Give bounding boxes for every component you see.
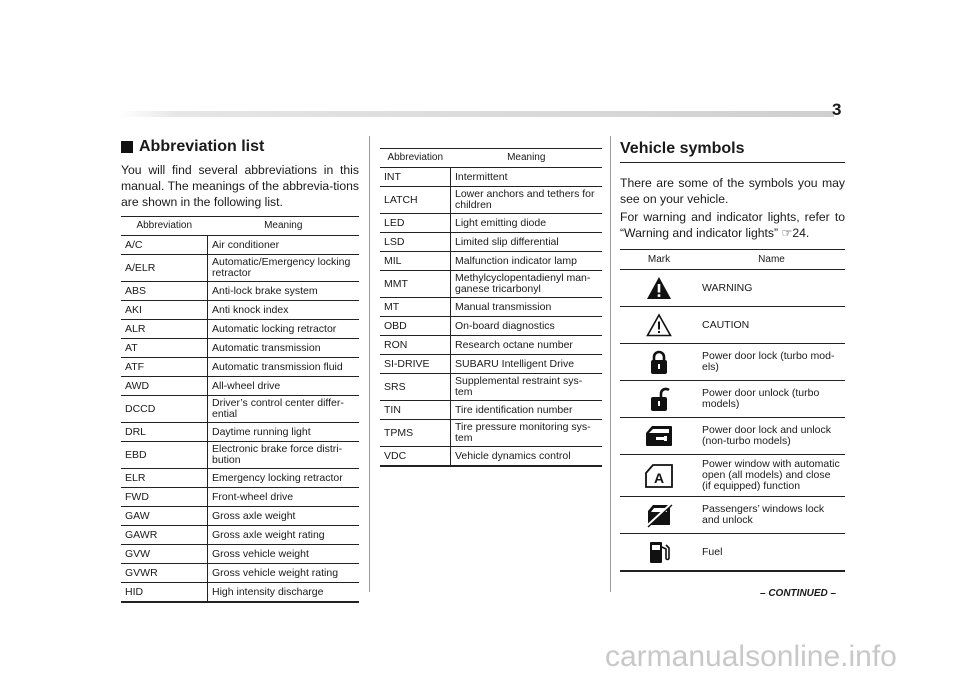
meaning-cell: Methylcyclopentadienyl man-ganese tricarbonyl xyxy=(451,271,603,298)
symbol-name-cell: CAUTION xyxy=(698,307,845,344)
window-lock-icon xyxy=(622,502,696,528)
table-row xyxy=(121,301,359,320)
watermark: carmanualsonline.info xyxy=(605,640,897,673)
col-header-abbreviation: Abbreviation xyxy=(380,149,451,168)
caution-outline-icon xyxy=(622,313,696,337)
abbreviation-cell: EBD xyxy=(121,442,208,469)
symbol-mark-cell xyxy=(620,270,698,307)
table-row xyxy=(121,526,359,545)
symbol-mark-cell xyxy=(620,497,698,534)
abbreviation-cell: FWD xyxy=(121,488,208,507)
symbol-row xyxy=(620,497,845,534)
meaning-cell: Supplemental restraint sys-tem xyxy=(451,374,603,401)
symbol-row xyxy=(620,534,845,572)
meaning-cell: Front-wheel drive xyxy=(208,488,360,507)
svg-text:A: A xyxy=(653,469,665,486)
table-row xyxy=(380,420,602,447)
vehicle-symbols-column xyxy=(620,140,845,572)
meaning-cell: SUBARU Intelligent Drive xyxy=(451,355,603,374)
meaning-cell: Driver’s control center differ-ential xyxy=(208,396,360,423)
meaning-cell: Light emitting diode xyxy=(451,214,603,233)
padlock-locked-icon xyxy=(622,349,696,375)
vehicle-symbols-reference: For warning and indicator lights, refer to “Warning and indicator lights” ☞24. xyxy=(620,210,845,240)
table-row xyxy=(121,255,359,282)
abbreviation-cell: GAWR xyxy=(121,526,208,545)
abbreviation-cell: ATF xyxy=(121,358,208,377)
abbreviation-cell: DCCD xyxy=(121,396,208,423)
abbreviation-table-1 xyxy=(121,216,359,603)
table-row xyxy=(121,583,359,603)
meaning-cell: Gross vehicle weight xyxy=(208,545,360,564)
abbreviation-cell: ABS xyxy=(121,282,208,301)
symbol-mark-cell xyxy=(620,307,698,344)
table-row xyxy=(121,564,359,583)
square-bullet-icon xyxy=(121,141,133,153)
abbreviation-cell: LED xyxy=(380,214,451,233)
symbol-mark-cell xyxy=(620,344,698,381)
abbreviation-cell: DRL xyxy=(121,423,208,442)
abbreviation-cell: INT xyxy=(380,168,451,187)
meaning-cell: Manual transmission xyxy=(451,298,603,317)
column-divider xyxy=(369,136,370,592)
meaning-cell: Gross vehicle weight rating xyxy=(208,564,360,583)
table-row xyxy=(121,507,359,526)
abbreviation-cell: GAW xyxy=(121,507,208,526)
abbreviation-cell: A/ELR xyxy=(121,255,208,282)
col-header-meaning: Meaning xyxy=(451,149,603,168)
meaning-cell: On-board diagnostics xyxy=(451,317,603,336)
symbol-row xyxy=(620,418,845,455)
abbreviation-cell: LSD xyxy=(380,233,451,252)
table-row xyxy=(380,374,602,401)
table-row xyxy=(121,396,359,423)
fuel-pump-icon xyxy=(622,539,696,565)
table-row xyxy=(380,233,602,252)
table-row xyxy=(121,377,359,396)
padlock-unlocked-icon xyxy=(622,386,696,412)
symbol-row xyxy=(620,307,845,344)
table-row xyxy=(121,469,359,488)
meaning-cell: Tire identification number xyxy=(451,401,603,420)
table-row xyxy=(380,401,602,420)
symbol-row xyxy=(620,381,845,418)
abbreviation-cell: AKI xyxy=(121,301,208,320)
meaning-cell: Gross axle weight xyxy=(208,507,360,526)
symbol-name-cell: Power door unlock (turbo models) xyxy=(698,381,845,418)
abbreviation-cell: HID xyxy=(121,583,208,603)
abbreviation-cell: A/C xyxy=(121,236,208,255)
meaning-cell: Automatic transmission xyxy=(208,339,360,358)
table-row xyxy=(121,282,359,301)
meaning-cell: Air conditioner xyxy=(208,236,360,255)
warning-filled-icon xyxy=(622,276,696,300)
abbreviation-column-2 xyxy=(380,148,602,467)
symbol-mark-cell xyxy=(620,418,698,455)
symbol-mark-cell xyxy=(620,534,698,572)
symbol-mark-cell xyxy=(620,381,698,418)
symbol-name-cell: Power window with automatic open (all models) and close (if equipped) function xyxy=(698,455,845,497)
table-row xyxy=(380,271,602,298)
table-row xyxy=(380,447,602,467)
table-row xyxy=(380,214,602,233)
abbreviation-cell: TPMS xyxy=(380,420,451,447)
abbreviation-heading xyxy=(121,138,359,156)
vehicle-symbols-intro: There are some of the symbols you may see on your vehicle. xyxy=(620,176,845,206)
meaning-cell: Vehicle dynamics control xyxy=(451,447,603,467)
table-row xyxy=(121,236,359,255)
table-row xyxy=(121,545,359,564)
meaning-cell: Emergency locking retractor xyxy=(208,469,360,488)
symbol-row xyxy=(620,455,845,497)
abbreviation-cell: LATCH xyxy=(380,187,451,214)
meaning-cell: Anti-lock brake system xyxy=(208,282,360,301)
abbreviation-cell: MMT xyxy=(380,271,451,298)
meaning-cell: Automatic locking retractor xyxy=(208,320,360,339)
col-header-name: Name xyxy=(698,250,845,270)
meaning-cell: Malfunction indicator lamp xyxy=(451,252,603,271)
table-row xyxy=(121,358,359,377)
abbreviation-cell: ELR xyxy=(121,469,208,488)
meaning-cell: Automatic/Emergency locking retractor xyxy=(208,255,360,282)
table-row xyxy=(121,423,359,442)
power-window-auto-icon xyxy=(622,463,696,489)
page-number: 3 xyxy=(832,100,842,119)
table-row xyxy=(121,339,359,358)
abbreviation-cell: ALR xyxy=(121,320,208,339)
table-row xyxy=(380,355,602,374)
abbreviation-cell: MT xyxy=(380,298,451,317)
meaning-cell: Gross axle weight rating xyxy=(208,526,360,545)
col-header-meaning: Meaning xyxy=(208,217,360,236)
abbreviation-cell: AWD xyxy=(121,377,208,396)
symbol-name-cell: Power door lock (turbo mod-els) xyxy=(698,344,845,381)
abbreviation-table-2 xyxy=(380,148,602,467)
meaning-cell: Tire pressure monitoring sys-tem xyxy=(451,420,603,447)
header-rule xyxy=(120,111,834,117)
abbreviation-column-1 xyxy=(121,138,359,603)
abbreviation-cell: AT xyxy=(121,339,208,358)
symbol-mark-cell xyxy=(620,455,698,497)
table-row xyxy=(121,488,359,507)
table-row xyxy=(380,298,602,317)
col-header-abbreviation: Abbreviation xyxy=(121,217,208,236)
meaning-cell: Research octane number xyxy=(451,336,603,355)
symbol-row xyxy=(620,344,845,381)
meaning-cell: Daytime running light xyxy=(208,423,360,442)
symbol-name-cell: Fuel xyxy=(698,534,845,572)
abbreviation-cell: SI-DRIVE xyxy=(380,355,451,374)
meaning-cell: Automatic transmission fluid xyxy=(208,358,360,377)
abbreviation-cell: SRS xyxy=(380,374,451,401)
abbreviation-cell: MIL xyxy=(380,252,451,271)
meaning-cell: Lower anchors and tethers for children xyxy=(451,187,603,214)
meaning-cell: High intensity discharge xyxy=(208,583,360,603)
abbreviation-cell: TIN xyxy=(380,401,451,420)
symbol-name-cell: WARNING xyxy=(698,270,845,307)
column-divider xyxy=(610,136,611,592)
abbreviation-intro: You will find several abbreviations in this manual. The meanings of the abbrevia-tions are shown in the following list. xyxy=(121,163,359,209)
table-row xyxy=(380,336,602,355)
abbreviation-heading-text: Abbreviation list xyxy=(139,138,265,155)
table-row xyxy=(380,168,602,187)
meaning-cell: Intermittent xyxy=(451,168,603,187)
meaning-cell: All-wheel drive xyxy=(208,377,360,396)
continued-note: – CONTINUED – xyxy=(760,588,837,599)
symbol-name-cell: Power door lock and unlock (non-turbo models) xyxy=(698,418,845,455)
meaning-cell: Limited slip differential xyxy=(451,233,603,252)
symbol-name-cell: Passengers’ windows lock and unlock xyxy=(698,497,845,534)
abbreviation-cell: VDC xyxy=(380,447,451,467)
abbreviation-cell: GVW xyxy=(121,545,208,564)
table-row xyxy=(380,252,602,271)
abbreviation-cell: GVWR xyxy=(121,564,208,583)
table-row xyxy=(121,320,359,339)
symbol-row xyxy=(620,270,845,307)
meaning-cell: Anti knock index xyxy=(208,301,360,320)
abbreviation-cell: OBD xyxy=(380,317,451,336)
vehicle-symbols-table xyxy=(620,249,845,572)
door-lock-unlock-icon xyxy=(622,424,696,448)
col-header-mark: Mark xyxy=(620,250,698,270)
vehicle-symbols-heading: Vehicle symbols xyxy=(620,140,845,163)
abbreviation-cell: RON xyxy=(380,336,451,355)
table-row xyxy=(380,317,602,336)
table-row xyxy=(121,442,359,469)
meaning-cell: Electronic brake force distri-bution xyxy=(208,442,360,469)
table-row xyxy=(380,187,602,214)
